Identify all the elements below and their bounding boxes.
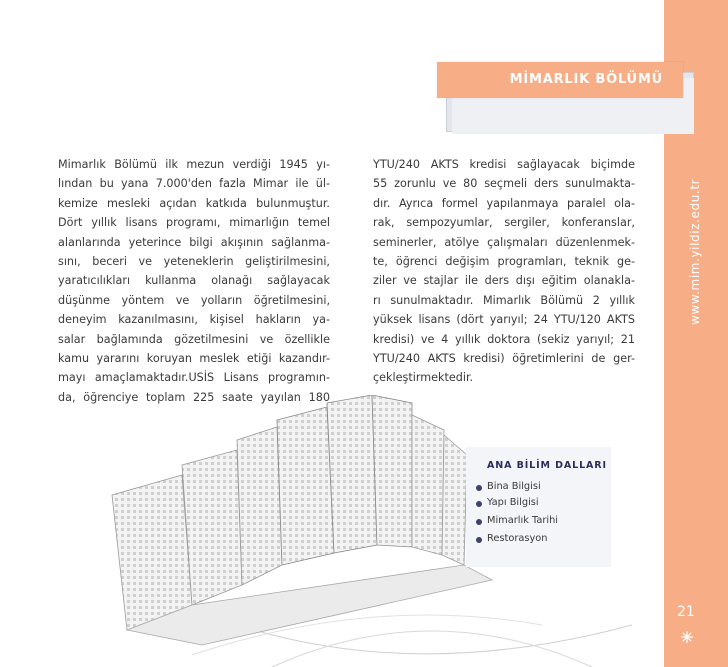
body-line: alanlarında yeterince bilgi akışının sağlanma- (58, 235, 330, 249)
department-label: Restorasyon (487, 533, 548, 544)
body-line: Dört yıllık lisans programı, mimarlığın temel (58, 216, 330, 230)
body-line: te, öğrenci değişim programları, teknik ge- (373, 254, 635, 268)
departments-title: ANA BİLİM DALLARI (487, 460, 607, 471)
body-line: YTU/240 AKTS kredisi sağlayacak biçimde (373, 158, 635, 171)
body-right-column (373, 155, 635, 388)
page-title (437, 62, 683, 98)
body-line: salar bağlamında gözetilmesini ve özellikle (58, 332, 330, 346)
body-left-column (58, 155, 330, 407)
bullet-icon (476, 537, 482, 543)
body-line: ziler ve stajlar ile ders dışı eğitim olanakla- (373, 274, 635, 288)
body-line: mayı amaçlamaktadır.USİS Lisans programın- (58, 371, 330, 385)
bullet-icon (476, 485, 482, 491)
body-line: yüksek lisans (dört yarıyıl; 24 YTU/120 AKTS (373, 313, 635, 327)
bullet-icon (476, 519, 482, 525)
page-number: 21 (677, 604, 695, 620)
bullet-icon (476, 501, 482, 507)
body-line: 55 zorunlu ve 80 seçmeli ders sunulmakta- (373, 177, 635, 191)
page-title-text: MİMARLIK BÖLÜMÜ (509, 72, 663, 87)
body-line: deneyim kazanılmasını, kişisel hakların ya- (58, 313, 330, 327)
body-line: kamu yararını koruyan meslek etiği kazandır- (58, 351, 330, 365)
body-line: rı sunulmaktadır. Mimarlık Bölümü 2 yıllık (373, 293, 635, 307)
body-line: da, öğrenciye toplam 225 saate yayılan 180 (58, 390, 330, 404)
flower-icon (680, 630, 694, 644)
body-line: YTU/240 AKTS kredisi) öğretimlerini de ger- (373, 351, 635, 365)
body-line: lından bu yana 7.000'den fazla Mimar ile ül- (58, 177, 330, 191)
body-line: dır. Ayrıca formel yapılanmaya paralel ola- (373, 196, 635, 210)
body-line: sını, beceri ve yeteneklerin geliştirilmesini, (58, 254, 330, 268)
body-line: düşünme yöntem ve yolların öğretilmesini, (58, 293, 330, 307)
body-line: kredisi) ve 4 yıllık doktora (sekiz yarıyıl; 21 (373, 332, 635, 346)
body-line: yaratıcılıkları kullanma olanağı sağlayacak (58, 274, 330, 288)
body-line: kemize mesleki açıdan katkıda bulunmuştur. (58, 196, 330, 210)
department-label: Yapı Bilgisi (487, 497, 539, 508)
body-line: seminerler, atölye çalışmaları düzenlenmek- (373, 235, 635, 249)
department-label: Bina Bilgisi (487, 481, 541, 492)
body-line: çekleştirmektedir. (373, 371, 474, 385)
body-line: Mimarlık Bölümü ilk mezun verdiği 1945 yı- (58, 158, 330, 171)
department-label: Mimarlık Tarihi (487, 515, 559, 526)
body-line: rak, sempozyumlar, sergiler, konferanslar, (373, 216, 635, 230)
